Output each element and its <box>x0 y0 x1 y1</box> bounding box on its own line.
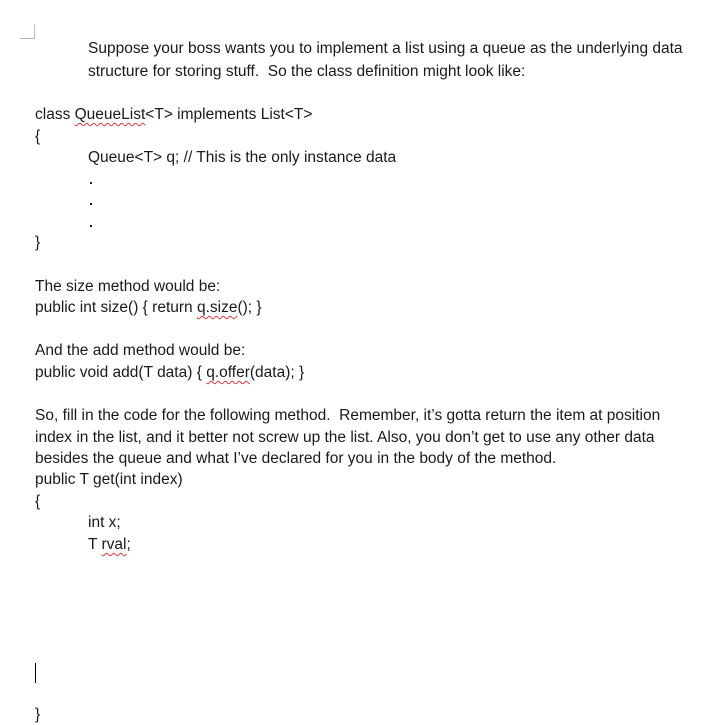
get-open-brace: { <box>35 493 41 510</box>
size-code-prefix: public int size() { return <box>35 299 197 316</box>
class-generics: <T> implements List<T> <box>145 106 313 123</box>
size-method-code <box>35 297 262 318</box>
task-line-3: besides the queue and what I’ve declared for you in the body of the method. <box>35 450 557 467</box>
text-cursor[interactable] <box>35 663 36 683</box>
class-declaration <box>35 104 312 125</box>
add-code-suffix: (data); } <box>249 364 305 381</box>
class-open-brace: { <box>35 128 41 145</box>
task-line-1: So, fill in the code for the following method. Remember, it’s gotta return the item at position <box>35 407 661 424</box>
class-name-misspelled: QueueList <box>74 106 146 123</box>
page-corner-mark <box>20 24 35 39</box>
field-declaration: Queue<T> q; // This is the only instance data <box>88 149 397 166</box>
local-var-x: int x; <box>88 514 121 531</box>
add-code-prefix: public void add(T data) { <box>35 364 207 381</box>
size-code-suffix: (); } <box>237 299 262 316</box>
size-intro: The size method would be: <box>35 278 221 295</box>
add-method-code <box>35 362 304 383</box>
local-var-rval <box>88 534 131 555</box>
ellipsis-dot-2 <box>90 203 92 205</box>
class-keyword: class <box>35 106 75 123</box>
size-call-misspelled: q.size <box>196 299 238 316</box>
ellipsis-dot-1 <box>90 182 92 184</box>
rval-type: T <box>88 536 102 553</box>
intro-line-1: Suppose your boss wants you to implement a list using a queue as the underlying data <box>88 40 683 57</box>
ellipsis-dot-3 <box>90 225 92 227</box>
rval-name-misspelled: rval <box>101 536 127 553</box>
get-close-brace: } <box>35 706 41 723</box>
get-signature: public T get(int index) <box>35 471 183 488</box>
add-intro: And the add method would be: <box>35 342 246 359</box>
add-call-misspelled: q.offer <box>206 364 250 381</box>
task-line-2: index in the list, and it better not screw up the list. Also, you don’t get to use any other data <box>35 429 655 446</box>
intro-line-2: structure for storing stuff. So the class definition might look like: <box>88 63 526 80</box>
class-close-brace: } <box>35 234 41 251</box>
rval-semicolon: ; <box>126 536 131 553</box>
